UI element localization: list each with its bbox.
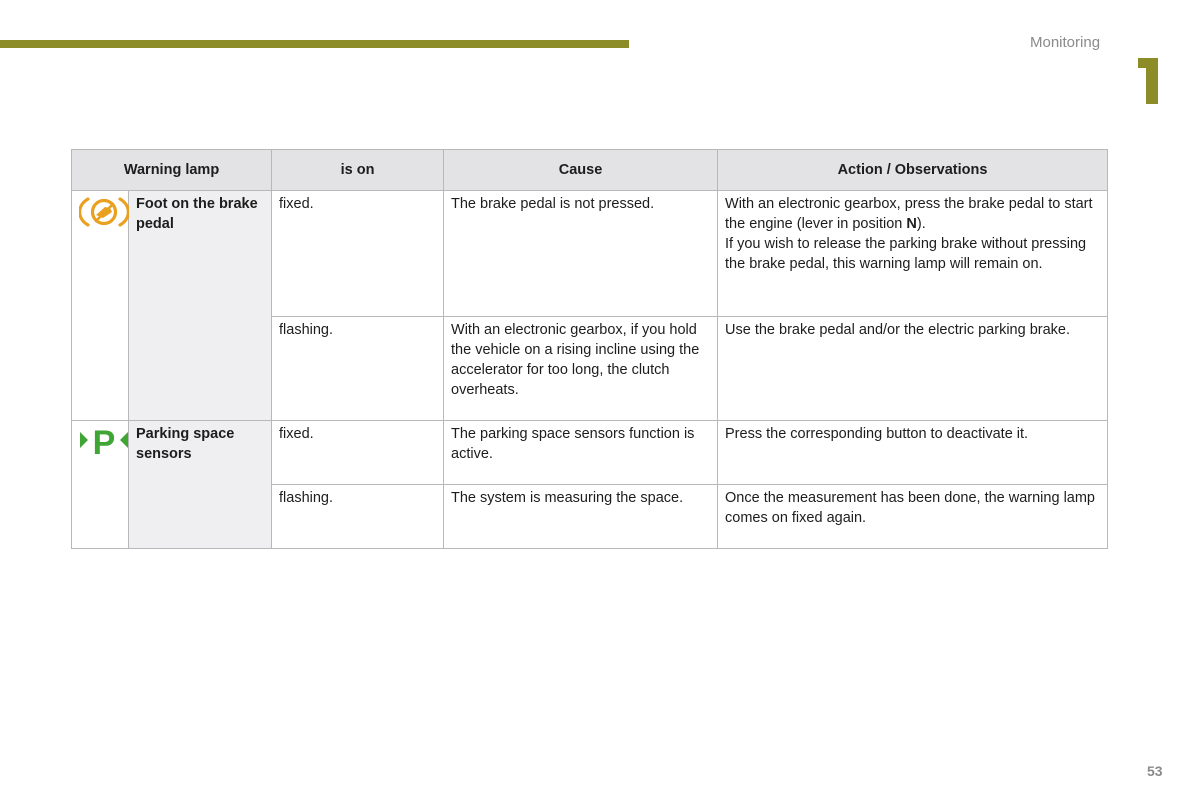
parking-sensors-icon [79,424,129,460]
lamp-icon-cell [72,421,129,549]
action-text-line2: If you wish to release the parking brake without pressing the brake pedal, this warning lamp will remain on. [725,236,1087,272]
page-number: 53 [1147,763,1163,779]
table-header-row [72,150,1108,191]
foot-on-brake-icon [79,194,129,230]
table-row [72,191,1108,317]
lamp-name-parking-sensors: Parking space sensors [129,421,272,549]
is-on-cell: flashing. [272,485,444,549]
is-on-cell: fixed. [272,191,444,317]
parking-letter: P [92,424,116,460]
action-cell: Once the measurement has been done, the warning lamp comes on fixed again. [718,485,1108,549]
table-row [72,421,1108,485]
warning-lamp-table [71,149,1108,549]
is-on-cell: flashing. [272,317,444,421]
cause-cell: With an electronic gearbox, if you hold the vehicle on a rising incline using the accelerator for too long, the clutch overheats. [444,317,718,421]
column-header-is-on: is on [272,150,444,191]
header-accent-bar [0,40,629,48]
action-text-end: ). [916,216,926,232]
cause-cell: The system is measuring the space. [444,485,718,549]
section-title: Monitoring [1030,34,1101,51]
chapter-number-mark [1138,58,1158,104]
action-cell: Press the corresponding button to deactivate it. [718,421,1108,485]
column-header-warning-lamp: Warning lamp [72,150,272,191]
lamp-icon-cell [72,191,129,421]
cause-cell: The parking space sensors function is active. [444,421,718,485]
is-on-cell: fixed. [272,421,444,485]
action-text: With an electronic gearbox, press the brake pedal to start the engine (lever in position [725,196,1093,232]
column-header-action: Action / Observations [718,150,1108,191]
lamp-name-foot-on-brake: Foot on the brake pedal [129,191,272,421]
action-cell [718,191,1108,317]
gear-position-n: N [906,216,917,232]
column-header-cause: Cause [444,150,718,191]
action-cell: Use the brake pedal and/or the electric parking brake. [718,317,1108,421]
cause-cell: The brake pedal is not pressed. [444,191,718,317]
